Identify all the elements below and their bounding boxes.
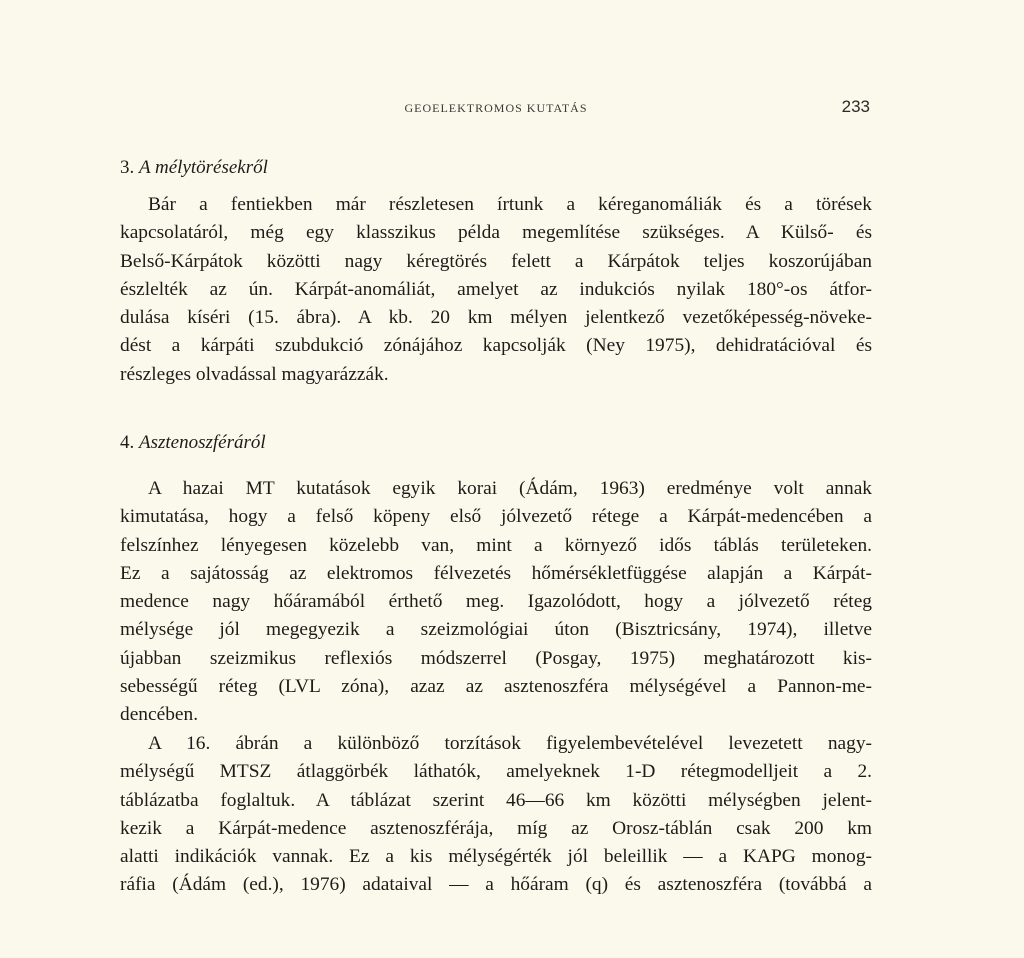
paragraph-line: táblázatba foglaltuk. A táblázat szerint 46—66 km közötti mélységben jelent- bbox=[120, 789, 872, 811]
section-4-paragraph-1 bbox=[120, 475, 872, 730]
paragraph-line: Ez a sajátosság az elektromos félvezetés hőmérsékletfüggése alapján a Kárpát- bbox=[120, 562, 872, 584]
section-3-title: A mélytörésekről bbox=[139, 157, 268, 178]
page-header bbox=[120, 97, 872, 121]
paragraph-line: felszínhez lényegesen közelebb van, mint a környező idős táblás területeken. bbox=[120, 534, 872, 556]
paragraph-line: mélységű MTSZ átlaggörbék láthatók, amelyeknek 1-D rétegmodelljeit a 2. bbox=[120, 761, 872, 783]
paragraph-line: dést a kárpáti szubdukció zónájához kapcsolják (Ney 1975), dehidratációval és bbox=[120, 335, 872, 357]
running-title: GEOELEKTROMOS KUTATÁS bbox=[404, 101, 588, 115]
section-4-paragraph-2 bbox=[120, 730, 872, 900]
paragraph-line: alatti indikációk vannak. Ez a kis mélységérték jól beleillik — a KAPG monog- bbox=[120, 846, 872, 868]
paragraph-line: dencében. bbox=[120, 704, 199, 726]
paragraph-line: részleges olvadással magyarázzák. bbox=[120, 363, 389, 385]
paragraph-line: észlelték az ún. Kárpát-anomáliát, amelyet az indukciós nyilak 180°-os átfor- bbox=[120, 278, 872, 300]
section-4-number: 4. bbox=[120, 432, 135, 453]
paragraph-line: medence nagy hőáramából érthető meg. Igazolódott, hogy a jólvezető réteg bbox=[120, 591, 872, 613]
paragraph-line: kezik a Kárpát-medence asztenoszférája, míg az Orosz-táblán csak 200 km bbox=[120, 817, 872, 839]
paragraph-line: mélysége jól megegyezik a szeizmológiai úton (Bisztricsány, 1974), illetve bbox=[120, 619, 872, 641]
paragraph-line: A hazai MT kutatások egyik korai (Ádám, 1963) eredménye volt annak bbox=[148, 478, 872, 499]
paragraph-line: kimutatása, hogy a felső köpeny első jólvezető rétege a Kárpát-medencében a bbox=[120, 506, 872, 528]
page-number: 233 bbox=[841, 97, 870, 116]
paragraph-line: A 16. ábrán a különböző torzítások figyelembevételével levezetett nagy- bbox=[148, 733, 872, 754]
section-3-heading bbox=[120, 157, 268, 179]
section-3-paragraph bbox=[120, 191, 872, 389]
paragraph-line: kapcsolatáról, még egy klasszikus példa megemlítése szükséges. A Külső- és bbox=[120, 222, 872, 244]
section-4-title: Asztenoszféráról bbox=[139, 432, 266, 453]
paragraph-line: Belső-Kárpátok közötti nagy kéregtörés felett a Kárpátok teljes koszorújában bbox=[120, 250, 872, 272]
paragraph-line: dulása kíséri (15. ábra). A kb. 20 km mélyen jelentkező vezetőképesség-növeke- bbox=[120, 307, 872, 329]
paragraph-line: Bár a fentiekben már részletesen írtunk a kéreganomáliák és a törések bbox=[148, 194, 872, 215]
paragraph-line: ráfia (Ádám (ed.), 1976) adataival — a hőáram (q) és asztenoszféra (továbbá a bbox=[120, 874, 872, 896]
paragraph-line: sebességű réteg (LVL zóna), azaz az asztenoszféra mélységével a Pannon-me- bbox=[120, 676, 872, 698]
section-3-number: 3. bbox=[120, 157, 135, 178]
section-4-heading bbox=[120, 432, 266, 454]
paragraph-line: újabban szeizmikus reflexiós módszerrel (Posgay, 1975) meghatározott kis- bbox=[120, 647, 872, 669]
